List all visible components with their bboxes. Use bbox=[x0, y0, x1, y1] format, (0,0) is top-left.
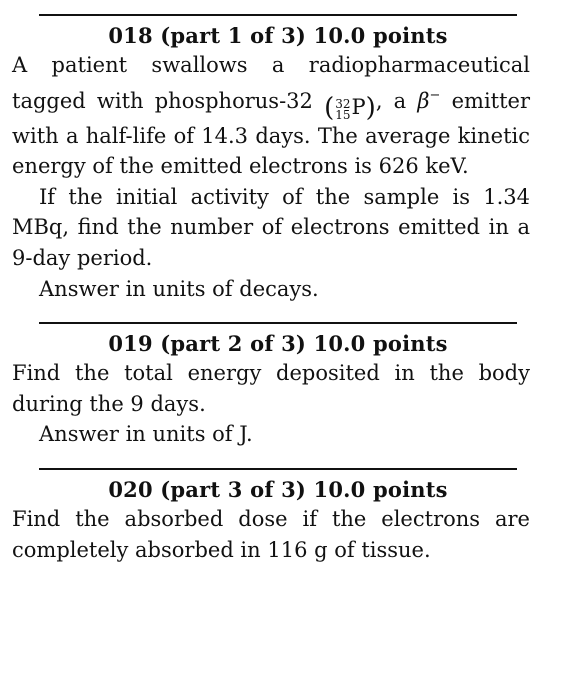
section-divider bbox=[39, 468, 517, 470]
beta-symbol: β bbox=[417, 88, 430, 113]
question-018-answer-units: Answer in units of decays. bbox=[39, 276, 319, 301]
question-018-text-part: emitter with a half-life of 14.3 days. The average kinetic energy of the emitted electrons is 626 keV. bbox=[12, 88, 531, 179]
problem-sheet bbox=[12, 0, 530, 565]
question-019-text: Find the total energy deposited in the body during the 9 days. bbox=[12, 361, 530, 416]
question-018-task: If the initial activity of the sample is 1.34 MBq, find the number of electrons emitted in a 9-day period. bbox=[12, 184, 530, 270]
isotope-atomic-number: 15 bbox=[335, 107, 351, 122]
section-divider bbox=[39, 14, 517, 16]
question-018-header: 018 (part 1 of 3) 10.0 points bbox=[108, 23, 448, 48]
section-divider bbox=[39, 322, 517, 324]
question-020-text: Find the absorbed dose if the electrons are completely absorbed in 116 g of tissue. bbox=[12, 506, 530, 562]
question-020-header: 020 (part 3 of 3) 10.0 points bbox=[108, 476, 448, 502]
question-018-text-part: A patient swallows a radiopharmaceutical tagged with phosphorus-32 bbox=[12, 53, 530, 113]
isotope-symbol: P bbox=[351, 94, 366, 119]
question-019-answer-units: Answer in units of J. bbox=[39, 422, 253, 447]
isotope-mass-number: 32 bbox=[335, 96, 351, 111]
beta-superscript: − bbox=[429, 87, 441, 103]
question-018-text-part: , a bbox=[375, 88, 418, 113]
question-019-header: 019 (part 2 of 3) 10.0 points bbox=[108, 331, 448, 357]
phosphorus-isotope: ( 32 15 P) bbox=[324, 92, 376, 123]
question-018-text bbox=[12, 50, 530, 182]
